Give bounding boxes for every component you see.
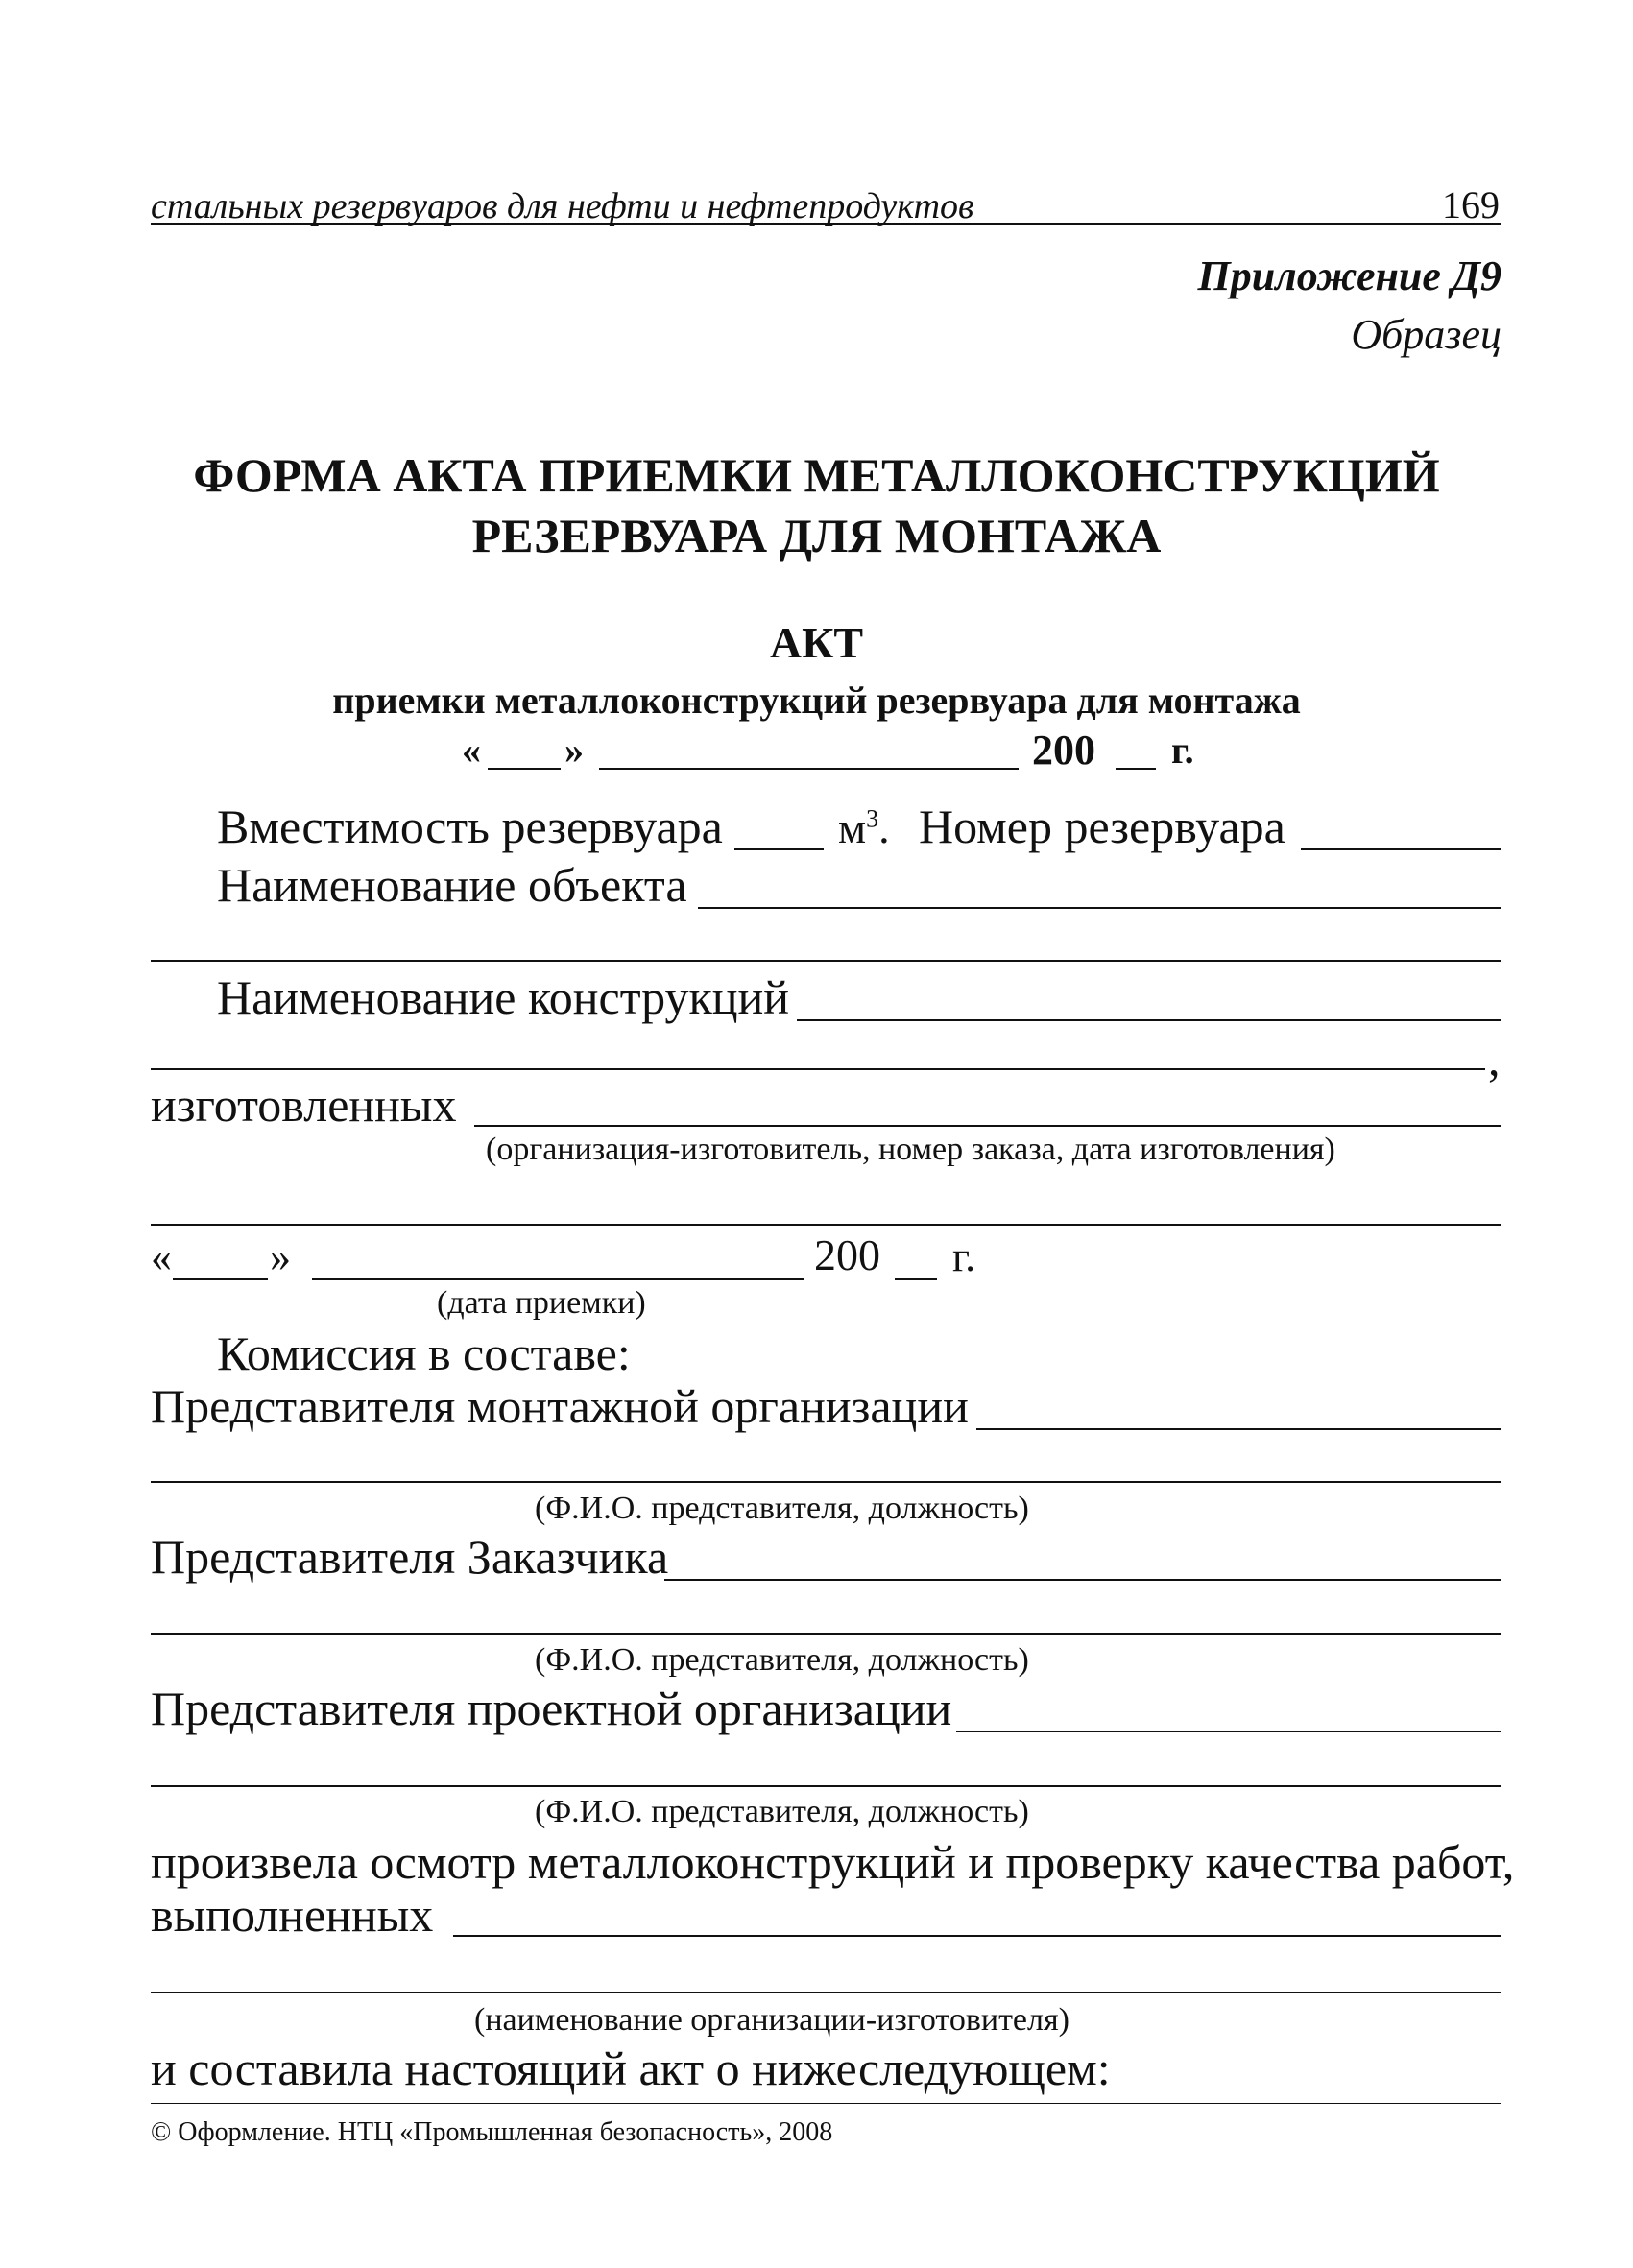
commission-intro: Комиссия в составе:: [217, 1326, 631, 1380]
object-name-label: Наименование объекта: [217, 858, 687, 912]
act-date-close-quote: »: [564, 728, 584, 772]
footer-rule: [151, 2103, 1501, 2104]
customer-caption: (Ф.И.О. представителя, должность): [535, 1642, 1029, 1678]
performed-blank-2[interactable]: [151, 1992, 1501, 1993]
act-subtitle: приемки металлоконструкций резервуара для монтажа: [332, 679, 1301, 722]
manufactured-label: изготовленных: [151, 1078, 457, 1132]
act-year: 200: [1032, 727, 1095, 774]
customer-label: Представителя Заказчика: [151, 1530, 669, 1584]
accept-date-caption: (дата приемки): [437, 1285, 646, 1321]
form-title-line-1: ФОРМА АКТА ПРИЕМКИ МЕТАЛЛОКОНСТРУКЦИЙ: [193, 448, 1440, 502]
act-year-suffix: г.: [1171, 728, 1194, 772]
form-title-line-2: РЕЗЕРВУАРА ДЛЯ МОНТАЖА: [471, 509, 1162, 562]
accept-date-open-quote: «: [151, 1233, 172, 1280]
tank-number-blank[interactable]: [1301, 848, 1501, 850]
customer-blank-2[interactable]: [151, 1633, 1501, 1635]
appendix-label: Приложение Д9: [1197, 252, 1501, 299]
conclusion-final: и составила настоящий акт о нижеследующем:: [151, 2041, 1111, 2095]
performed-blank[interactable]: [453, 1935, 1501, 1937]
installer-label: Представителя монтажной организации: [151, 1379, 969, 1433]
accept-year: 200: [814, 1230, 880, 1279]
page-number: 169: [1442, 183, 1500, 227]
designer-caption: (Ф.И.О. представителя, должность): [535, 1794, 1029, 1829]
capacity-unit-text: м: [838, 803, 867, 852]
accept-year-blank[interactable]: [895, 1278, 937, 1280]
object-name-blank[interactable]: [698, 907, 1501, 909]
capacity-unit: [838, 803, 890, 852]
installer-blank-2[interactable]: [151, 1481, 1501, 1483]
customer-blank[interactable]: [664, 1579, 1501, 1581]
running-header: стальных резервуаров для нефти и нефтепродуктов: [151, 186, 974, 227]
performed-label: выполненных: [151, 1888, 434, 1942]
capacity-unit-dot: .: [878, 803, 890, 852]
manufactured-caption: (организация-изготовитель, номер заказа, дата изготовления): [486, 1132, 1335, 1167]
constructions-blank-2[interactable]: [151, 1068, 1485, 1070]
constructions-blank[interactable]: [797, 1019, 1501, 1021]
accept-year-suffix: г.: [952, 1233, 976, 1280]
footer-copyright: © Оформление. НТЦ «Промышленная безопасность», 2008: [151, 2117, 833, 2147]
act-year-blank[interactable]: [1116, 768, 1156, 770]
capacity-blank[interactable]: [734, 848, 824, 850]
accept-date-close-quote: »: [270, 1233, 291, 1280]
designer-blank[interactable]: [956, 1731, 1501, 1732]
act-day-blank[interactable]: [488, 768, 561, 770]
act-date-open-quote: «: [462, 728, 481, 772]
object-name-blank-2[interactable]: [151, 960, 1501, 962]
manufactured-blank-2[interactable]: [151, 1224, 1501, 1226]
tank-number-label: Номер резервуара: [919, 800, 1285, 853]
act-title: АКТ: [769, 618, 864, 667]
conclusion-line-1: произвела осмотр металлоконструкций и проверку качества работ,: [151, 1835, 1515, 1889]
manufactured-blank[interactable]: [474, 1125, 1501, 1127]
installer-blank[interactable]: [976, 1428, 1501, 1430]
constructions-comma: ,: [1488, 1032, 1501, 1086]
designer-label: Представителя проектной организации: [151, 1682, 952, 1735]
header-rule: [151, 223, 1501, 225]
accept-month-blank[interactable]: [312, 1278, 804, 1280]
maker-caption: (наименование организации-изготовителя): [474, 2002, 1069, 2038]
sample-label: Образец: [1351, 311, 1501, 358]
act-month-blank[interactable]: [599, 768, 1019, 770]
capacity-label: Вместимость резервуара: [217, 800, 723, 853]
designer-blank-2[interactable]: [151, 1785, 1501, 1787]
constructions-label: Наименование конструкций: [217, 970, 790, 1024]
installer-caption: (Ф.И.О. представителя, должность): [535, 1491, 1029, 1526]
accept-day-blank[interactable]: [173, 1278, 268, 1280]
capacity-unit-sup: 3: [866, 804, 879, 833]
